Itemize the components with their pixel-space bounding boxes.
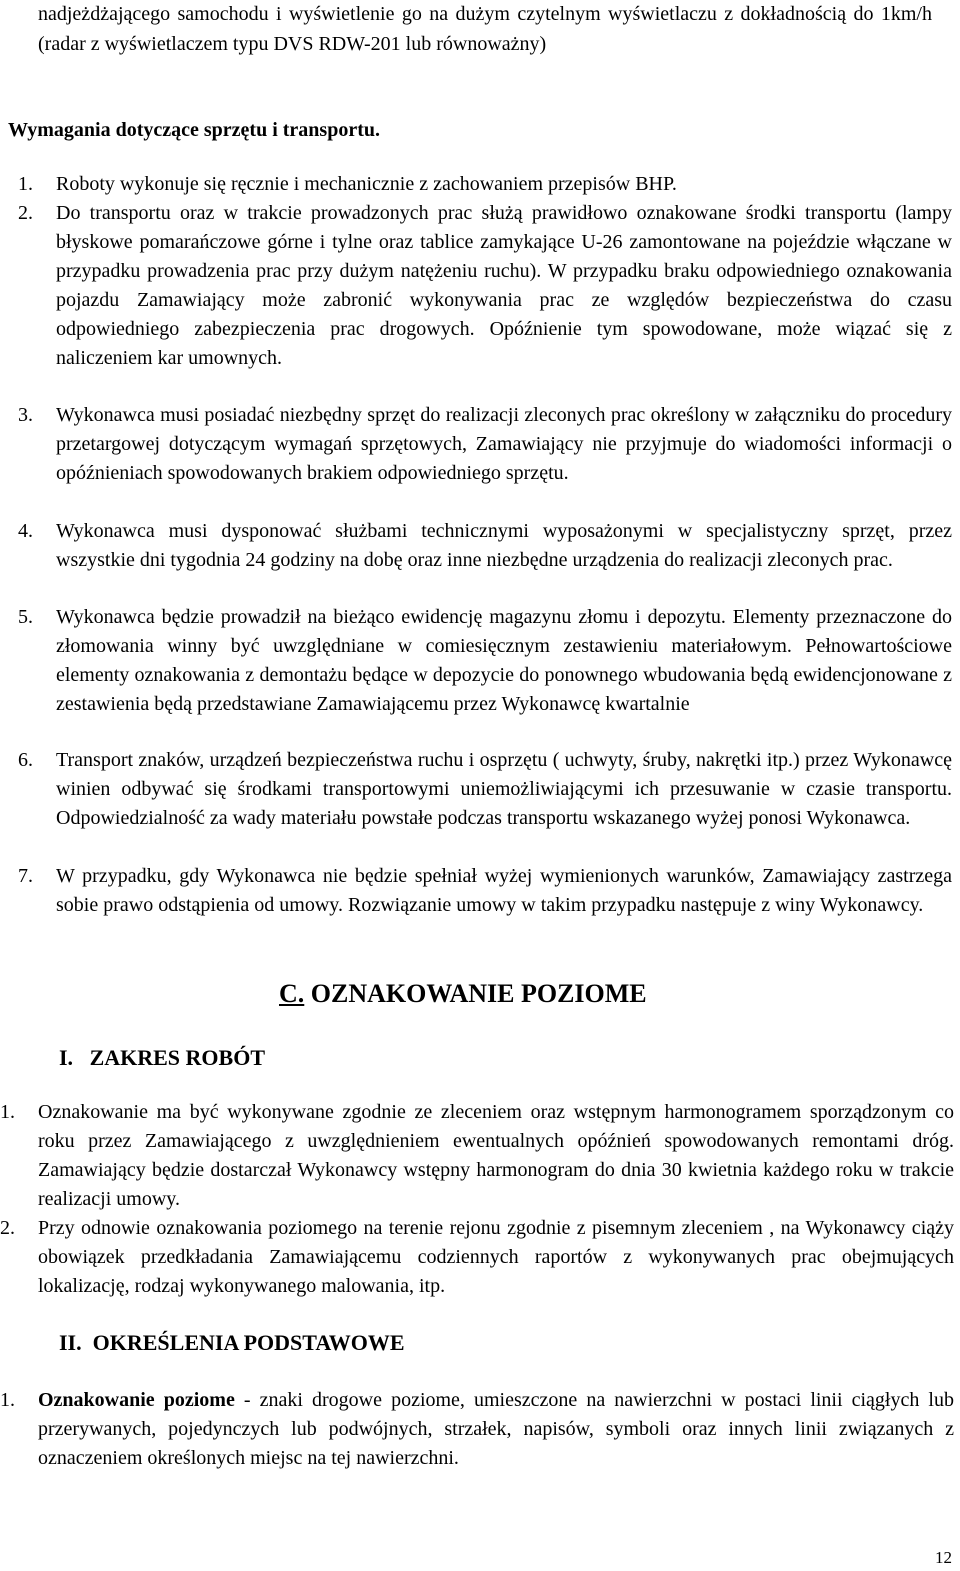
- list-item-number: 1.: [0, 1389, 15, 1411]
- list-item-text: Wykonawca będzie prowadził na bieżąco ewidencję magazynu złomu i depozytu. Elementy przeznaczone do złomowania winny być uwzględniane w comiesięcznym zestawieniu materiałowym. Pełnowartościowe elementy oznakowania z demontażu będące w depozycie do ponownego wbudowania będą ewidencjonowane z zestawienia będą przedstawiane Zamawiającemu przez Wykonawcę kwartalnie: [56, 606, 952, 715]
- list-item-number: 2.: [18, 202, 33, 224]
- list-item-text: Wykonawca musi posiadać niezbędny sprzęt do realizacji zleconych prac określony w załączniku do procedury przetargowej dotyczącym wymagań sprzętowych, Zamawiający nie przyjmuje do wiadomości informacji o opóźnieniach spowodowanych brakiem odpowiedniego sprzętu.: [56, 404, 952, 484]
- list-item-number: 5.: [18, 606, 33, 628]
- list-item-number: 4.: [18, 520, 33, 542]
- section-ii-number: II.: [59, 1330, 82, 1355]
- section-i-title: ZAKRES ROBÓT: [89, 1045, 265, 1070]
- section-c-heading: [279, 978, 647, 1010]
- list-item-number: 1.: [18, 173, 33, 195]
- list-item-number: 2.: [0, 1217, 15, 1239]
- list-item-text: Przy odnowie oznakowania poziomego na terenie rejonu zgodnie z pisemnym zleceniem , na Wykonawcy ciąży obowiązek przedkładania Zamawiającemu codziennych raportów z wykonywanych prac obejmujących lokalizację, rodzaj wykonywanego malowania, itp.: [38, 1217, 954, 1297]
- list-item-number: 7.: [18, 865, 33, 887]
- section-ii-heading: [59, 1328, 405, 1358]
- list-item-text: Roboty wykonuje się ręcznie i mechanicznie z zachowaniem przepisów BHP.: [56, 173, 677, 195]
- section-i-heading: [59, 1043, 265, 1073]
- list-item-number: 6.: [18, 749, 33, 771]
- intro-paragraph: nadjeżdżającego samochodu i wyświetlenie go na dużym czytelnym wyświetlaczu z dokładnością do 1km/h (radar z wyświetlaczem typu DVS RDW-201 lub równoważny): [38, 3, 932, 55]
- section-c-title: OZNAKOWANIE POZIOME: [310, 979, 647, 1008]
- list-item-text: Oznakowanie ma być wykonywane zgodnie ze zleceniem oraz wstępnym harmonogramem sporządzonym co roku przez Zamawiającego z uwzględnieniem ewentualnych opóźnień spowodowanych remontami dróg. Zamawiający będzie dostarczał Wykonawcy wstępny harmonogram do dnia 30 kwietnia każdego roku w trakcie realizacji umowy.: [38, 1101, 954, 1210]
- requirements-heading: Wymagania dotyczące sprzętu i transportu.: [8, 119, 380, 141]
- definition-body: - znaki drogowe poziome, umieszczone na nawierzchni w postaci linii ciągłych lub przerywanych, pojedynczych lub podwójnych, strzałek, napisów, symboli oraz innych linii związanych z oznaczeniem określonych miejsc na tej nawierzchni.: [38, 1389, 954, 1469]
- list-item-text: W przypadku, gdy Wykonawca nie będzie spełniał wyżej wymienionych warunków, Zamawiający zastrzega sobie prawo odstąpienia od umowy. Rozwiązanie umowy w takim przypadku następuje z winy Wykonawcy.: [56, 865, 952, 916]
- list-item-number: 1.: [0, 1101, 15, 1123]
- definition-text: [38, 1386, 954, 1473]
- page-number: 12: [935, 1548, 952, 1567]
- section-c-letter: C.: [279, 979, 305, 1008]
- list-item-text: Do transportu oraz w trakcie prowadzonych prac służą prawidłowo oznakowane środki transportu (lampy błyskowe pomarańczowe górne i tylne oraz tablice zamykające U-26 zamontowane na pojeździe włączane w przypadku prowadzenia prac przy dużym natężeniu ruchu). W przypadku braku odpowiedniego oznakowania pojazdu Zamawiający może zabronić wykonywania prac ze względów bezpieczeństwa do czasu odpowiedniego zabezpieczenia prac drogowych. Opóźnienie tym spowodowane, może wiązać się z naliczeniem kar umownych.: [56, 202, 952, 369]
- list-item-text: Wykonawca musi dysponować służbami technicznymi wyposażonymi w specjalistyczny sprzęt, przez wszystkie dni tygodnia 24 godziny na dobę oraz inne niezbędne urządzenia do realizacji zleconych prac.: [56, 520, 952, 571]
- list-item-number: 3.: [18, 404, 33, 426]
- section-i-number: I.: [59, 1045, 74, 1070]
- section-ii-title: OKREŚLENIA PODSTAWOWE: [92, 1330, 405, 1355]
- definition-term: Oznakowanie poziome: [38, 1389, 235, 1411]
- list-item-text: Transport znaków, urządzeń bezpieczeństwa ruchu i osprzętu ( uchwyty, śruby, nakrętki itp.) przez Wykonawcę winien odbywać się środkami transportowymi uniemożliwiającymi ich przesuwanie w czasie transportu. Odpowiedzialność za wady materiału powstałe podczas transportu wskazanego wyżej ponosi Wykonawca.: [56, 749, 952, 829]
